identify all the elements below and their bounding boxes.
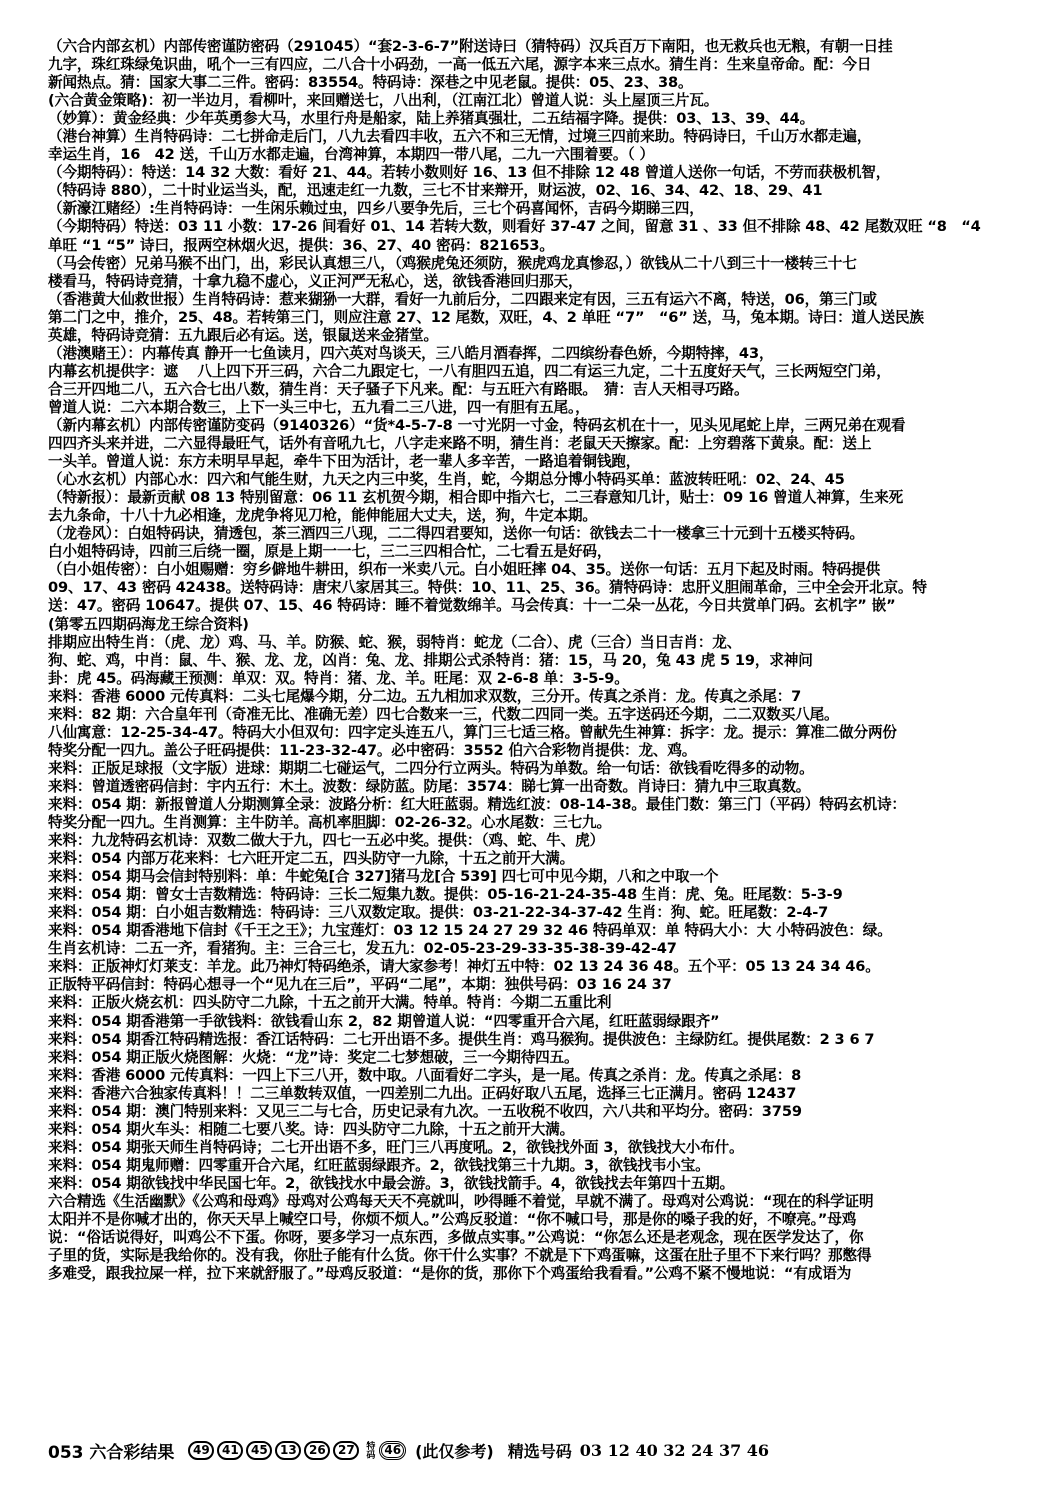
text-line: （港澳赌王）：内幕传真 静开一七鱼读月，四六英对鸟谈天，三八皓月酒春挥，二四缤纷春色娇，今期特摔，43， <box>48 344 774 362</box>
text-line: 送：47。密码 10647。提供 07、15、46 特码诗：睡不着觉数绵羊。马会传真：十一二朵一丛花，今日共赏单门码。玄机字” 嵌” <box>48 597 896 615</box>
text-line: 来料：正版足球报（文字版）进球：期期二七碰运气，二四分行立两头。特码为单数。给一句话：欲钱看吃得多的动物。 <box>48 759 814 777</box>
article-text <box>48 38 1028 1283</box>
text-line: 卦：虎 45。码海藏王预测：单双：双。特肖：猪、龙、羊。旺尾：双 2-6-8 单：3-5-9。 <box>48 669 629 687</box>
text-line: （新内幕玄机）内部传密谨防变码（9140326）“货*4-5-7-8 一寸光阴一寸金，特码玄机在十一，见头见尾蛇上岸，三两兄弟在观看 <box>48 416 906 434</box>
result-ball: 49 <box>188 1441 214 1460</box>
text-line: 九字，珠红珠绿兔识曲，吼个一三有四应，二八合十小码劲，一高一低五六尾，源字本来三点水。猜生肖：生来皇帝命。配：今日 <box>48 56 872 74</box>
text-line: 来料：054 期：白小姐吉数精选：特码诗：三八双数定取。提供：03-21-22-34-37-42 生肖：狗、蛇。旺尾数：2-4-7 <box>48 904 829 922</box>
text-line: 来料：054 内部万花来料：七六旺开定二五，四头防守一九除，十五之前开大满。 <box>48 850 575 868</box>
text-line: 特奖分配一四九。生肖测算：主牛防羊。高机率胆脚：02-26-32。心水尾数：三七九。 <box>48 814 611 832</box>
text-line: 合三开四地二八，五六合七出八数，猜生肖：天子骚子下凡来。配：与五旺六有路眼。 猜：吉人天相寻巧路。 <box>48 380 749 398</box>
text-line: 内幕玄机提供字：遮 八上四下开三码，六合二九跟定七，一八有胆四五追，四二有运三九定，二十五度好天气，三长两短空门弟， <box>48 362 891 380</box>
result-balls <box>188 1441 409 1460</box>
period-result-label: 053 六合彩结果 <box>48 1442 175 1463</box>
result-ball: 27 <box>333 1441 359 1460</box>
text-line: 正版特平码信封：特码心想寻一个“见九在三后”，平码“二尾”，本期：独供号码：03 16 24 37 <box>48 976 672 994</box>
text-line: （心水玄机）内部心水：四六和气能生财，九天之内三中奖，生肖，蛇，今期总分博小特码买单：蓝波转旺吼：02、24、45 <box>48 471 845 489</box>
text-line: (六合黄金策略)：初一半边月，看柳叶，来回赠送七，八出利，（江南江北）曾道人说：头上屋顶三片瓦。 <box>48 92 719 110</box>
text-line: 曾道人说：二六本期合数三，上下一头三中七，五九看二三八进，四一有胆有五尾。， <box>48 398 590 416</box>
text-line: 去九条命，十八十九必相逢，龙虎争将见刀枪，能伸能屈大丈夫，送，狗，牛定本期。 <box>48 507 597 525</box>
text-line: 来料：054 期欲钱找中华民国七年。2，欲钱找水中最会游。3，欲钱找箭手。4，欲钱找去年第四十五期。 <box>48 1174 735 1192</box>
result-ball: 13 <box>275 1441 301 1460</box>
text-line: 09、17、43 密码 42438。送特码诗：唐宋八家居其三。特供：10、11、25、36。猜特码诗：忠肝义胆闹革命，三中全会开北京。特 <box>48 579 927 597</box>
text-line: 英雄，特码诗竞猜：五九跟后必有运。送，银鼠送来金猪堂。 <box>48 326 438 344</box>
text-line: 四四齐头来并进，二六显得最旺气，话外有音吼九七，八字走来路不明，猜生肖：老鼠天天擦家。配：上穷碧落下黄泉。配：送上 <box>48 435 872 453</box>
special-ball: 46 <box>379 1441 406 1460</box>
text-line: 来料：054 期鬼师赠：四零重开合六尾，红旺蓝弱绿跟齐。2，欲钱找第三十九期。3，欲钱找韦小宝。 <box>48 1156 710 1174</box>
text-line: 新闻热点。猜：国家大事二三件。密码：83554。特码诗：深巷之中见老鼠。提供：05、23、38。 <box>48 74 693 92</box>
picks-numbers: 03 12 40 32 24 37 46 <box>579 1440 770 1460</box>
text-line: 来料：054 期：澳门特别来料：又见三二与七合，历史记录有九次。一五收税不收四，六八共和平均分。密码：3759 <box>48 1102 802 1120</box>
text-line: 来料：054 期香江特码精选报：香江话特码：二七开出语不多。提供生肖：鸡马猴狗。提供波色：主绿防红。提供尾数：2 3 6 7 <box>48 1030 875 1048</box>
special-marker: 特码 <box>364 1441 375 1459</box>
text-line: （马会传密）兄弟马猴不出门，出，彩民认真想三八，（鸡猴虎兔还须防，猴虎鸡龙真惨忍，）欲钱从二十八到三十一楼转三十七 <box>48 254 857 272</box>
text-line: 来料：054 期香港第一手欲钱料：欲钱看山东 2，82 期曾道人说：“四零重开合六尾，红旺蓝弱绿跟齐” <box>48 1012 720 1030</box>
text-line: 来料：054 期香港地下信封《千王之王》；九宝莲灯：03 12 15 24 27 29 32 46 特码单双：单 特码大小：大 小特码波色：绿。 <box>48 922 892 940</box>
result-ball: 26 <box>304 1441 330 1460</box>
text-line: 太阳并不是你喊才出的，你天天早上喊空口号，你烦不烦人。”公鸡反驳道：“你不喊口号，那是你的嗓子我的好，不嘹亮。”母鸡 <box>48 1211 857 1229</box>
text-line: 来料：054 期：新报曾道人分期测算全录：波路分析：红大旺蓝弱。精选红波：08-14-38。最佳门数：第三门（平码）特码玄机诗： <box>48 795 906 813</box>
text-line: 白小姐特码诗，四前三后绕一圈，原是上期一一七，三二三四相合忙，二七看五是好码， <box>48 543 612 561</box>
text-line: 排期应出特生肖：（虎、龙）鸡、马、羊。防猴、蛇、猴，弱特肖：蛇龙（二合）、虎（三合）当日吉肖：龙、 <box>48 633 742 651</box>
text-line: （龙卷风）：白姐特码诀，猜透包，茶三酒四三八现，二二得四君要知，送你一句话：欲钱去二十一楼拿三十元到十五楼买特码。 <box>48 525 864 543</box>
text-line: 楼看马，特码诗竞猜，十拿九稳不虚心，义正河严无私心，送，欲钱香港回归那天， <box>48 272 583 290</box>
text-line: （港台神算）生肖特码诗：二七拼命走后门，八九去看四丰收，五六不和三无情，过境三四前来助。特码诗曰，千山万水都走遍， <box>48 128 872 146</box>
text-line: 来料：香港 6000 元传真料：二头七尾爆今期，分二边。五九相加求双数，三分开。传真之杀肖：龙。传真之杀尾：7 <box>48 687 802 705</box>
text-line: 六合精选《生活幽默》《公鸡和母鸡》母鸡对公鸡每天天不亮就叫，吵得睡不着觉，早就不满了。母鸡对公鸡说：“现在的科学证明 <box>48 1193 874 1210</box>
text-line: (第零五四期码海龙王综合资料) <box>48 615 249 633</box>
text-line: （今期特码）特送：03 11 小数：17-26 间看好 01、14 若转大数，则看好 37-47 之间，留意 31 、33 但不排除 48、42 尾数双旺 “8 “4 <box>48 218 981 236</box>
text-line: 特奖分配一四九。盖公子旺码提供：11-23-32-47。必中密码：3552 伯六合彩物肖提供：龙、鸡。 <box>48 741 697 759</box>
text-line: 来料：九龙特码玄机诗：双数二做大于九，四七一五必中奖。提供：（鸡、蛇、牛、虎） <box>48 832 605 850</box>
text-line: （白小姐传密）：白小姐赐赠：穷乡僻地牛耕田，织布一米卖八元。白小姐旺摔 04、35。送你一句话：五月下起及时雨。特码提供 <box>48 561 881 579</box>
text-line: 来料：曾道透密码信封：宇内五行：木土。波数：绿防蓝。防尾：3574：睇七算一出奇数。肖诗曰：猜九中三取真数。 <box>48 777 811 795</box>
text-line: 来料：82 期：六合皇年刊（奇准无比、准确无差）四七合数来一三，代数二四同一类。五字送码还今期，二二双数买八尾。 <box>48 705 839 723</box>
results-footer <box>48 1438 769 1462</box>
reference-note: (此仅参考) <box>415 1441 494 1461</box>
text-line: 来料：054 期正版火烧图解：火烧：“龙”诗：奖定二七梦想破，三一今期待四五。 <box>48 1048 579 1066</box>
text-line: （六合内部玄机）内部传密谨防密码（291045）“套2-3-6-7”附送诗曰（猜特码）汉兵百万下南阳，也无救兵也无粮，有朝一日挂 <box>48 38 893 55</box>
text-line: 幸运生肖，16 42 送，千山万水都走遍，台湾神算，本期四一带八尾，二九一六围着要。（ ） <box>48 146 654 164</box>
text-line: （妙算）：黄金经典：少年英勇参大马，水里行舟是船家，陆上养猪真强壮，二五结福字降。提供：03、13、39、44。 <box>48 110 815 128</box>
picks-label: 精选号码 <box>507 1441 572 1461</box>
result-ball: 45 <box>246 1441 272 1460</box>
text-line: （新濠江赌经）:生肖特码诗：一生闲乐赖过虫，四乡八要争先后，三七个码喜闻怀，吉码今期睇三四， <box>48 200 704 218</box>
text-line: 生肖玄机诗：二五一齐，看猪狗。主：三合三七，发五九：02-05-23-29-33-35-38-39-42-47 <box>48 940 677 958</box>
text-line: 狗、蛇、鸡，中肖：鼠、牛、猴、龙、龙，凶肖：兔、龙、排期公式杀特肖：猪：15，马 20，兔 43 虎 5 19，求神问 <box>48 651 813 669</box>
text-line: 来料：正版神灯灯莱支：羊龙。此乃神灯特码绝杀，请大家参考！神灯五中特：02 13 24 36 48。五个平：05 13 24 34 46。 <box>48 958 880 976</box>
text-line: 来料：054 期马会信封特别料：单：牛蛇兔[合 327]猪马龙[合 539] 四七可中见今期，八和之中取一个 <box>48 868 719 886</box>
text-line: （今期特码）：特送：14 32 大数：看好 21、44。若转小数则好 16、13 但不排除 12 48 曾道人送你一句话，不劳而获极机智， <box>48 164 891 182</box>
text-line: 来料：香港六合独家传真料！！二三单数转双值，一四差别二九出。正码好取八五尾，选择三七正满月。密码 12437 <box>48 1084 797 1102</box>
text-line: （香港黄大仙救世报）生肖特码诗：惹来猢狲一大群，看好一九前后分，二四跟来定有因，三五有运六不离，特送，06，第三门或 <box>48 290 877 308</box>
text-line: 来料：054 期张天师生肖特码诗；二七开出语不多，旺门三八再度吼。2，欲钱找外面 3，欲钱找大小布什。 <box>48 1138 744 1156</box>
text-line: 一头羊。曾道人说：东方未明早早起，牵牛下田为活计，老一辈人多辛苦，一路追着铜钱跑， <box>48 453 641 471</box>
text-line: 多难受，跟我拉屎一样，拉下来就舒服了。”母鸡反驳道：“是你的货，那你下个鸡蛋给我看看。”公鸡不紧不慢地说：“有成语为 <box>48 1265 852 1283</box>
text-line: 来料：正版火烧玄机：四头防守二九除，十五之前开大满。特单。特肖：今期二五重比利 <box>48 994 612 1012</box>
text-line: 子里的货，实际是我给你的。没有我，你肚子能有什么货。你干什么实事？不就是下下鸡蛋嘛，这蛋在肚子里不下来行吗？那憋得 <box>48 1247 872 1265</box>
text-line: 来料：香港 6000 元传真料：一四上下三八开，数中取。八面看好二字头，是一尾。传真之杀肖：龙。传真之杀尾：8 <box>48 1066 802 1084</box>
text-line: 第二门之中，推介，25、48。若转第三门，则应注意 27、12 尾数，双旺，4、2 单旺 “7” “6” 送，马，兔本期。诗曰：道人送民族 <box>48 308 924 326</box>
text-line: 八仙寓意：12-25-34-47。特码大小但双句：四字定头连五八，算门三七适三格。曾献先生神算：拆字：龙。提示：算准二做分两份 <box>48 723 897 741</box>
result-ball: 41 <box>217 1441 243 1460</box>
text-line: （特新报）：最新贡献 08 13 特别留意：06 11 玄机贺今期，相合即中指六七，二三春意知几计，贴士：09 16 曾道人神算，生来死 <box>48 489 904 507</box>
text-line: 来料：054 期：曾女士吉数精选：特码诗：三长二短集九数。提供：05-16-21-24-35-48 生肖：虎、兔。旺尾数：5-3-9 <box>48 886 843 904</box>
text-line: （特码诗 880），二十时业运当头，配，迅速走红一九数，三七不甘来辩开，财运波，02、16、34、42、18、29、41 <box>48 182 823 200</box>
text-line: 单旺 “1 “5” 诗曰，报两空林烟火迟，提供：36、27、40 密码：821653。 <box>48 236 554 254</box>
text-line: 来料：054 期火车头：相随二七要八奖。诗：四头防守二九除，十五之前开大满。 <box>48 1120 575 1138</box>
text-line: 说：“俗话说得好，叫鸡公不下蛋。你呀，要多学习一点东西，多做点实事。”公鸡说：“你怎么还是老观念，现在医学发达了，你 <box>48 1229 864 1247</box>
